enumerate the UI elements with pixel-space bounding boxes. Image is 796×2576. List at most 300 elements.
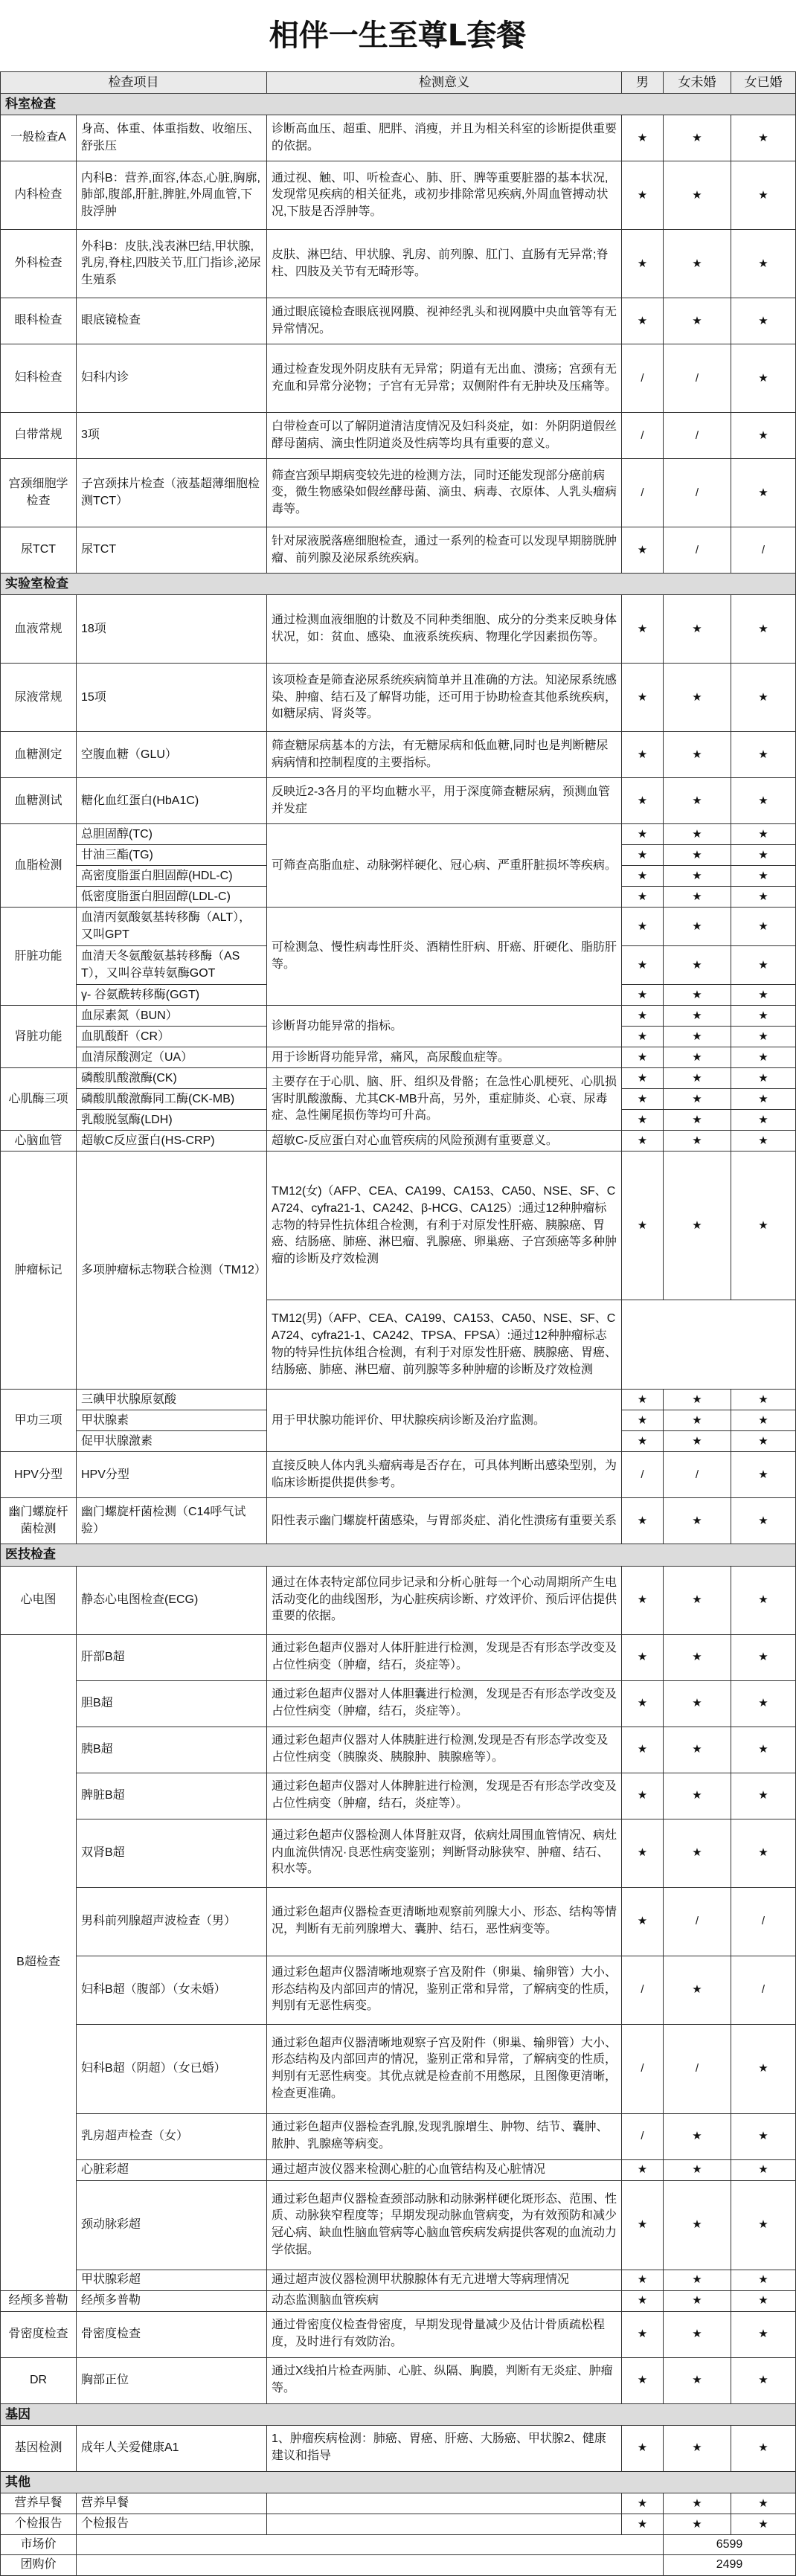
exam-item: 血脂检测 [1,824,77,908]
mark-male: ★ [622,985,664,1006]
mark-female-single: ★ [664,664,731,732]
table-row [1,732,796,778]
exam-subitem: 内科B：营养,面容,体态,心脏,胸廓,肺部,腹部,肝脏,脾脏,外周血管,下肢浮肿 [77,161,267,230]
mark-male: ★ [622,2514,664,2534]
mark-female-married: ★ [731,2159,796,2180]
mark-female-single: ★ [664,1068,731,1089]
exam-subitem: 三碘甲状腺原氨酸 [77,1390,267,1410]
mark-female-single: ★ [664,1498,731,1544]
section-row [1,1544,796,1566]
table-row [1,1680,796,1727]
exam-meaning: TM12(女)（AFP、CEA、CA199、CA153、CA50、NSE、SF、CA724、cyfra21-1、CA242、β-HCG、CA125）:通过12种肿瘤标志物的特异性抗体组合检测，有利于对原发性肝癌、胰腺癌、胃癌、结肠癌、肺癌、淋巴瘤、乳腺癌、卵巢癌、子宫颈癌等多种肿瘤的诊断及疗效检测 [267,1152,622,1300]
mark-male: ★ [622,595,664,664]
mark-female-married: / [731,1887,796,1956]
exam-meaning: 通过检查发现外阴皮肤有无异常；阴道有无出血、溃疡；宫颈有无充血和异常分泌物；子宫有无异常；双侧附件有无肿块及压痛等。 [267,344,622,413]
exam-item: 肝脏功能 [1,908,77,1006]
mark-male: ★ [622,298,664,344]
mark-male: ★ [622,778,664,824]
exam-item: 眼科检查 [1,298,77,344]
mark-female-single: ★ [664,845,731,866]
exam-meaning: 通过眼底镜检查眼底视网膜、视神经乳头和视网膜中央血管等有无异常情况。 [267,298,622,344]
table-row [1,1634,796,1680]
exam-meaning: TM12(男)（AFP、CEA、CA199、CA153、CA50、NSE、SF、CA724、cyfra21-1、CA242、TPSA、FPSA）:通过12种肿瘤标志物的特异性抗体组合检测，有利于对原发性肝癌、胰腺癌、胃癌、结肠癌、肺癌、淋巴瘤、前列腺等多种肿瘤的诊断及疗效检测 [267,1300,622,1390]
mark-female-married: ★ [731,1773,796,1819]
table-row [1,298,796,344]
table-row [1,664,796,732]
mark-female-married: ★ [731,985,796,1006]
mark-male: / [622,2113,664,2159]
exam-meaning: 通过超声波仪器来检测心脏的心血管结构及心脏情况 [267,2159,622,2180]
exam-subitem: 胸部正位 [77,2357,267,2403]
mark-male: ★ [622,1727,664,1773]
exam-subitem: 经颅多普勒 [77,2290,267,2311]
mark-female-single: / [664,459,731,527]
mark-male: ★ [622,2357,664,2403]
mark-female-single: ★ [664,1110,731,1131]
exam-subitem: 乳酸脱氢酶(LDH) [77,1110,267,1131]
exam-subitem: 低密度脂蛋白胆固醇(LDL-C) [77,887,267,908]
table-row [1,1006,796,1027]
exam-meaning: 通过彩色超声仪器检查更清晰地观察前列腺大小、形态、结构等情况，判断有无前列腺增大、囊肿、结石，恶性病变等。 [267,1887,622,1956]
exam-subitem: 甲状腺素 [77,1410,267,1431]
exam-subitem: 胆B超 [77,1680,267,1727]
mark-female-single: ★ [664,115,731,161]
mark-female-single: ★ [664,1956,731,2024]
exam-meaning: 该项检查是筛查泌尿系统疾病简单并且准确的方法。知泌尿系统感染、肿瘤、结石及了解肾功能，还可用于协助检查其他系统疾病，如糖尿病、肾炎等。 [267,664,622,732]
exam-item: 骨密度检查 [1,2311,77,2357]
mark-female-married: ★ [731,1006,796,1027]
exam-subitem: 幽门螺旋杆菌检测（C14呼气试验） [77,1498,267,1544]
exam-item: 血糖测定 [1,732,77,778]
mark-female-married: ★ [731,2357,796,2403]
table-row [1,908,796,946]
mark-male: ★ [622,1390,664,1410]
table-row [1,115,796,161]
section-title: 实验室检查 [1,574,796,595]
table-row [1,459,796,527]
mark-female-single: ★ [664,1566,731,1634]
exam-meaning: 用于甲状腺功能评价、甲状腺疾病诊断及治疗监测。 [267,1390,622,1452]
mark-female-married: ★ [731,1566,796,1634]
exam-subitem: γ- 谷氨酰转移酶(GGT) [77,985,267,1006]
mark-female-married: ★ [731,2113,796,2159]
mark-female-single: ★ [664,2290,731,2311]
mark-female-married: ★ [731,2270,796,2290]
mark-female-married: ★ [731,946,796,985]
table-row [1,1956,796,2024]
header-male: 男 [622,72,664,94]
mark-female-single: ★ [664,298,731,344]
exam-item: 肿瘤标记 [1,1152,77,1390]
section-title: 医技检查 [1,1544,796,1566]
mark-male: ★ [622,2311,664,2357]
exam-meaning: 白带检查可以了解阴道清洁度情况及妇科炎症，如：外阴阴道假丝酵母菌病、滴虫性阴道炎及性病等均具有重要的意义。 [267,413,622,459]
mark-male: ★ [622,1819,664,1887]
exam-item: 一般检查A [1,115,77,161]
mark-female-married: ★ [731,1680,796,1727]
table-row [1,1566,796,1634]
mark-male: ★ [622,1634,664,1680]
exam-subitem: 血清尿酸测定（UA） [77,1047,267,1068]
exam-item: 心脑血管 [1,1131,77,1152]
exam-item: 外科检查 [1,230,77,298]
exam-subitem: 甘油三酯(TG) [77,845,267,866]
exam-meaning: 筛查宫颈早期病变较先进的检测方法，同时还能发现部分癌前病变，微生物感染如假丝酵母菌、滴虫、病毒、衣原体、人乳头瘤病毒等。 [267,459,622,527]
table-row [1,2290,796,2311]
mark-female-single: ★ [664,161,731,230]
mark-female-married: ★ [731,1431,796,1452]
mark-female-married: ★ [731,344,796,413]
mark-female-single: ★ [664,1431,731,1452]
mark-female-married: ★ [731,732,796,778]
exam-subitem: HPV分型 [77,1452,267,1498]
exam-item: 尿TCT [1,527,77,574]
mark-male: ★ [622,115,664,161]
mark-female-single: ★ [664,2159,731,2180]
mark-female-married: ★ [731,2425,796,2471]
mark-female-single: ★ [664,1047,731,1068]
exam-subitem: 超敏C反应蛋白(HS-CRP) [77,1131,267,1152]
mark-male: ★ [622,2290,664,2311]
header-female-married: 女已婚 [731,72,796,94]
table-row [1,1887,796,1956]
mark-female-single: ★ [664,1131,731,1152]
mark-male: ★ [622,161,664,230]
exam-subitem: 3项 [77,413,267,459]
table-row [1,527,796,574]
table-body [1,94,796,2576]
mark-female-married: ★ [731,115,796,161]
mark-male: ★ [622,732,664,778]
exam-subitem: 血清丙氨酸氨基转移酶（ALT），又叫GPT [77,908,267,946]
mark-male: ★ [622,887,664,908]
exam-item: B超检查 [1,1634,77,2290]
exam-meaning: 通过彩色超声仪器清晰地观察子宫及附件（卵巢、输卵管）大小、形态结构及内部回声的情况，鉴别正常和异常，了解病变的性质，判别有无恶性病变。其优点就是检查前不用憋尿，且图像更清晰，检查更准确。 [267,2024,622,2113]
exam-item: 心电图 [1,1566,77,1634]
price-label: 市场价 [1,2534,77,2555]
exam-meaning: 阳性表示幽门螺旋杆菌感染，与胃部炎症、消化性溃疡有重要关系 [267,1498,622,1544]
mark-male: ★ [622,1410,664,1431]
mark-female-single: / [664,1887,731,1956]
exam-item: 血糖测试 [1,778,77,824]
mark-female-single: ★ [664,946,731,985]
mark-male: ★ [622,2493,664,2514]
exam-meaning: 通过X线拍片检查两肺、心脏、纵隔、胸膜，判断有无炎症、肿瘤等。 [267,2357,622,2403]
exam-meaning: 诊断肾功能异常的指标。 [267,1006,622,1047]
table-row [1,824,796,845]
mark-male: ★ [622,230,664,298]
exam-subitem: 妇科内诊 [77,344,267,413]
mark-female-single: ★ [664,1727,731,1773]
section-title: 其他 [1,2471,796,2493]
mark-male: ★ [622,1680,664,1727]
exam-meaning: 通过视、触、叩、听检查心、肺、肝、脾等重要脏器的基本状况,发现常见疾病的相关征兆，或初步排除常见疾病,外周血管搏动状况,下肢是否浮肿等。 [267,161,622,230]
exam-subitem: 营养早餐 [77,2493,267,2514]
mark-female-single: ★ [664,2311,731,2357]
table-row [1,2425,796,2471]
exam-item: 营养早餐 [1,2493,77,2514]
exam-subitem: 心脏彩超 [77,2159,267,2180]
exam-subitem: 双肾B超 [77,1819,267,1887]
mark-female-single: ★ [664,1027,731,1047]
exam-meaning: 诊断高血压、超重、肥胖、消瘦，并且为相关科室的诊断提供重要的依据。 [267,115,622,161]
section-row [1,574,796,595]
exam-subitem: 促甲状腺激素 [77,1431,267,1452]
mark-male: ★ [622,1089,664,1110]
table-row [1,230,796,298]
table-header-row [1,72,796,94]
header-project: 检查项目 [1,72,267,94]
mark-female-married: ★ [731,908,796,946]
mark-female-single: ★ [664,985,731,1006]
section-row [1,2471,796,2493]
table-row [1,1452,796,1498]
exam-subitem: 成年人关爱健康A1 [77,2425,267,2471]
mark-female-married: ★ [731,230,796,298]
mark-female-single: ★ [664,2425,731,2471]
mark-male: ★ [622,1027,664,1047]
mark-female-single: / [664,2024,731,2113]
mark-male: ★ [622,845,664,866]
exam-meaning: 通过超声波仪器检测甲状腺腺体有无亢进增大等病理情况 [267,2270,622,2290]
exam-item: 内科检查 [1,161,77,230]
table-row [1,1498,796,1544]
exam-meaning: 通过骨密度仪检查骨密度，早期发现骨量减少及估计骨质疏松程度，及时进行有效防治。 [267,2311,622,2357]
mark-female-married: ★ [731,1727,796,1773]
exam-subitem: 妇科B超（腹部）（女未婚） [77,1956,267,2024]
exam-meaning: 筛查糖尿病基本的方法，有无糖尿病和低血糖,同时也是判断糖尿病病情和控制程度的主要指标。 [267,732,622,778]
price-spacer [77,2534,664,2555]
table-row [1,1068,796,1089]
exam-subitem: 磷酸肌酸激酶同工酶(CK-MB) [77,1089,267,1110]
mark-female-single: ★ [664,778,731,824]
mark-female-married: ★ [731,595,796,664]
mark-male: ★ [622,1566,664,1634]
exam-meaning: 用于诊断肾功能异常，痛风，高尿酸血症等。 [267,1047,622,1068]
mark-male: / [622,2024,664,2113]
mark-male: ★ [622,527,664,574]
exam-subitem: 颈动脉彩超 [77,2180,267,2270]
table-row [1,1131,796,1152]
mark-female-married: ★ [731,1410,796,1431]
exam-subitem: 肝部B超 [77,1634,267,1680]
exam-meaning: 皮肤、淋巴结、甲状腺、乳房、前列腺、肛门、直肠有无异常;脊柱、四肢及关节有无畸形等。 [267,230,622,298]
mark-male: ★ [622,1152,664,1300]
exam-meaning: 主要存在于心肌、脑、肝、组织及骨骼；在急性心肌梗死、心肌损害时肌酸激酶、尤其CK-MB升高，另外，重症肺炎、心衰、尿毒症、急性阑尾损伤等均可升高。 [267,1068,622,1131]
table-row [1,344,796,413]
exam-subitem: 外科B：皮肤,浅表淋巴结,甲状腺,乳房,脊柱,四肢关节,肛门指诊,泌尿生殖系 [77,230,267,298]
mark-female-single: ★ [664,1410,731,1431]
mark-male: / [622,1956,664,2024]
mark-male: ★ [622,1006,664,1027]
mark-female-married: ★ [731,866,796,887]
mark-female-married: ★ [731,161,796,230]
exam-subitem: 胰B超 [77,1727,267,1773]
exam-subitem: 子宫颈抹片检查（液基超薄细胞检测TCT） [77,459,267,527]
exam-subitem: 身高、体重、体重指数、收缩压、舒张压 [77,115,267,161]
mark-female-married: ★ [731,1110,796,1131]
exam-meaning: 可检测急、慢性病毒性肝炎、酒精性肝病、肝癌、肝硬化、脂肪肝等。 [267,908,622,1006]
mark-female-single: ★ [664,595,731,664]
table-row [1,161,796,230]
mark-female-single: / [664,344,731,413]
package-table [0,71,796,2576]
section-row [1,94,796,115]
exam-item: 个检报告 [1,2514,77,2534]
mark-male: ★ [622,824,664,845]
mark-female-single: ★ [664,230,731,298]
mark-female-married: ★ [731,1047,796,1068]
mark-male: ★ [622,1068,664,1089]
mark-male: ★ [622,2425,664,2471]
exam-meaning: 超敏C-反应蛋白对心血管疾病的风险预测有重要意义。 [267,1131,622,1152]
table-row [1,1819,796,1887]
mark-female-single: ★ [664,1680,731,1727]
mark-female-single: ★ [664,2357,731,2403]
table-row [1,1390,796,1410]
price-value: 2499 [664,2555,796,2576]
mark-female-married: ★ [731,2180,796,2270]
mark-female-married: ★ [731,2514,796,2534]
exam-subitem: 血肌酸酐（CR） [77,1027,267,1047]
exam-meaning [267,2514,622,2534]
mark-female-married: ★ [731,2493,796,2514]
price-value: 6599 [664,2534,796,2555]
exam-meaning: 通过彩色超声仪器检查乳腺,发现乳腺增生、肿物、结节、囊肿、脓肿、乳腺癌等病变。 [267,2113,622,2159]
mark-female-single: ★ [664,2514,731,2534]
exam-subitem: 高密度脂蛋白胆固醇(HDL-C) [77,866,267,887]
exam-subitem: 15项 [77,664,267,732]
mark-female-married: ★ [731,1152,796,1300]
exam-subitem: 静态心电图检查(ECG) [77,1566,267,1634]
exam-subitem: 磷酸肌酸激酶(CK) [77,1068,267,1089]
mark-female-married: ★ [731,664,796,732]
exam-meaning: 1、肿瘤疾病检测：肺癌、胃癌、肝癌、大肠癌、甲状腺2、健康建议和指导 [267,2425,622,2471]
exam-meaning: 通过彩色超声仪器检查颈部动脉和动脉粥样硬化斑形态、范围、性质、动脉狭窄程度等；早期发现动脉血管病变，为有效预防和减少冠心病、缺血性脑血管病等心脑血管疾病发病提供客观的血流动力学依据。 [267,2180,622,2270]
mark-male: ★ [622,664,664,732]
exam-subitem: 糖化血红蛋白(HbA1C) [77,778,267,824]
header-female-single: 女未婚 [664,72,731,94]
mark-male: ★ [622,1498,664,1544]
mark-female-single: ★ [664,908,731,946]
table-row [1,413,796,459]
mark-female-married: ★ [731,2311,796,2357]
exam-meaning: 通过彩色超声仪器对人体胆囊进行检测，发现是否有形态学改变及占位性病变（肿瘤，结石，炎症等）。 [267,1680,622,1727]
exam-item: 肾脏功能 [1,1006,77,1068]
mark-female-married: ★ [731,778,796,824]
exam-subitem: 个检报告 [77,2514,267,2534]
section-row [1,2403,796,2425]
mark-female-married: ★ [731,1089,796,1110]
exam-meaning: 通过彩色超声仪器对人体胰脏进行检测,发现是否有形态学改变及占位性病变（胰腺炎、胰腺肿、胰腺癌等）。 [267,1727,622,1773]
exam-subitem: 尿TCT [77,527,267,574]
mark-female-single: ★ [664,2113,731,2159]
exam-subitem: 空腹血糖（GLU） [77,732,267,778]
mark-female-single: / [664,527,731,574]
mark-female-single: ★ [664,1773,731,1819]
price-label: 团购价 [1,2555,77,2576]
table-row [1,1047,796,1068]
exam-subitem: 甲状腺彩超 [77,2270,267,2290]
mark-male: ★ [622,2270,664,2290]
exam-meaning [267,2493,622,2514]
table-row [1,2113,796,2159]
table-row [1,778,796,824]
exam-subitem: 多项肿瘤标志物联合检测（TM12） [77,1152,267,1390]
exam-item: 尿液常规 [1,664,77,732]
exam-item: DR [1,2357,77,2403]
mark-female-single: ★ [664,1634,731,1680]
table-row [1,2493,796,2514]
exam-item: 血液常规 [1,595,77,664]
exam-item: 基因检测 [1,2425,77,2471]
exam-meaning: 通过彩色超声仪器对人体脾脏进行检测，发现是否有形态学改变及占位性病变（肿瘤，结石，炎症等）。 [267,1773,622,1819]
section-title: 科室检查 [1,94,796,115]
exam-subitem: 骨密度检查 [77,2311,267,2357]
mark-female-single: / [664,413,731,459]
mark-male: ★ [622,946,664,985]
mark-female-married: ★ [731,1390,796,1410]
mark-female-married: ★ [731,1027,796,1047]
mark-female-married: ★ [731,413,796,459]
exam-meaning: 通过在体表特定部位同步记录和分析心脏每一个心动周期所产生电活动变化的曲线图形，为心脏疾病诊断、疗效评价、预后评估提供重要的依据。 [267,1566,622,1634]
mark-female-married: ★ [731,1634,796,1680]
table-row [1,2311,796,2357]
page-title: 相伴一生至尊L套餐 [269,19,527,53]
table-row [1,2024,796,2113]
mark-male: ★ [622,1887,664,1956]
exam-item: 甲功三项 [1,1390,77,1452]
mark-female-married: ★ [731,459,796,527]
mark-female-single: ★ [664,2180,731,2270]
table-row [1,1152,796,1300]
exam-item: 幽门螺旋杆菌检测 [1,1498,77,1544]
mark-male: / [622,344,664,413]
exam-item: 宫颈细胞学检查 [1,459,77,527]
mark-female-married: ★ [731,1452,796,1498]
mark-female-married: ★ [731,298,796,344]
mark-female-married: ★ [731,2024,796,2113]
mark-female-single: ★ [664,2493,731,2514]
section-title: 基因 [1,2403,796,2425]
price-spacer [77,2555,664,2576]
table-row [1,1727,796,1773]
exam-meaning: 通过检测血液细胞的计数及不同种类细胞、成分的分类来反映身体状况，如：贫血、感染、血液系统疾病、物理化学因素损伤等。 [267,595,622,664]
exam-meaning: 直接反映人体内乳头瘤病毒是否存在，可具体判断出感染型别，为临床诊断提供提供参考。 [267,1452,622,1498]
mark-female-single: ★ [664,1390,731,1410]
mark-female-single: ★ [664,2270,731,2290]
table-row [1,1773,796,1819]
mark-male: ★ [622,2159,664,2180]
exam-subitem: 男科前列腺超声波检查（男） [77,1887,267,1956]
exam-subitem: 脾脏B超 [77,1773,267,1819]
table-row [1,2514,796,2534]
table-row [1,2159,796,2180]
mark-female-single: ★ [664,866,731,887]
header-meaning: 检测意义 [267,72,622,94]
exam-subitem: 血清天冬氨酸氨基转移酶（AST），又叫谷草转氨酶GOT [77,946,267,985]
table-row [1,595,796,664]
mark-female-married: ★ [731,824,796,845]
mark-female-single: ★ [664,1006,731,1027]
table-row [1,2180,796,2270]
exam-subitem: 18项 [77,595,267,664]
exam-meaning: 通过彩色超声仪器对人体肝脏进行检测，发现是否有形态学改变及占位性病变（肿瘤，结石，炎症等）。 [267,1634,622,1680]
mark-female-single: ★ [664,1089,731,1110]
exam-meaning: 针对尿液脱落癌细胞检查，通过一系列的检查可以发现早期膀胱肿瘤、前列腺及泌尿系统疾病。 [267,527,622,574]
mark-female-married: ★ [731,2290,796,2311]
table-row [1,2270,796,2290]
